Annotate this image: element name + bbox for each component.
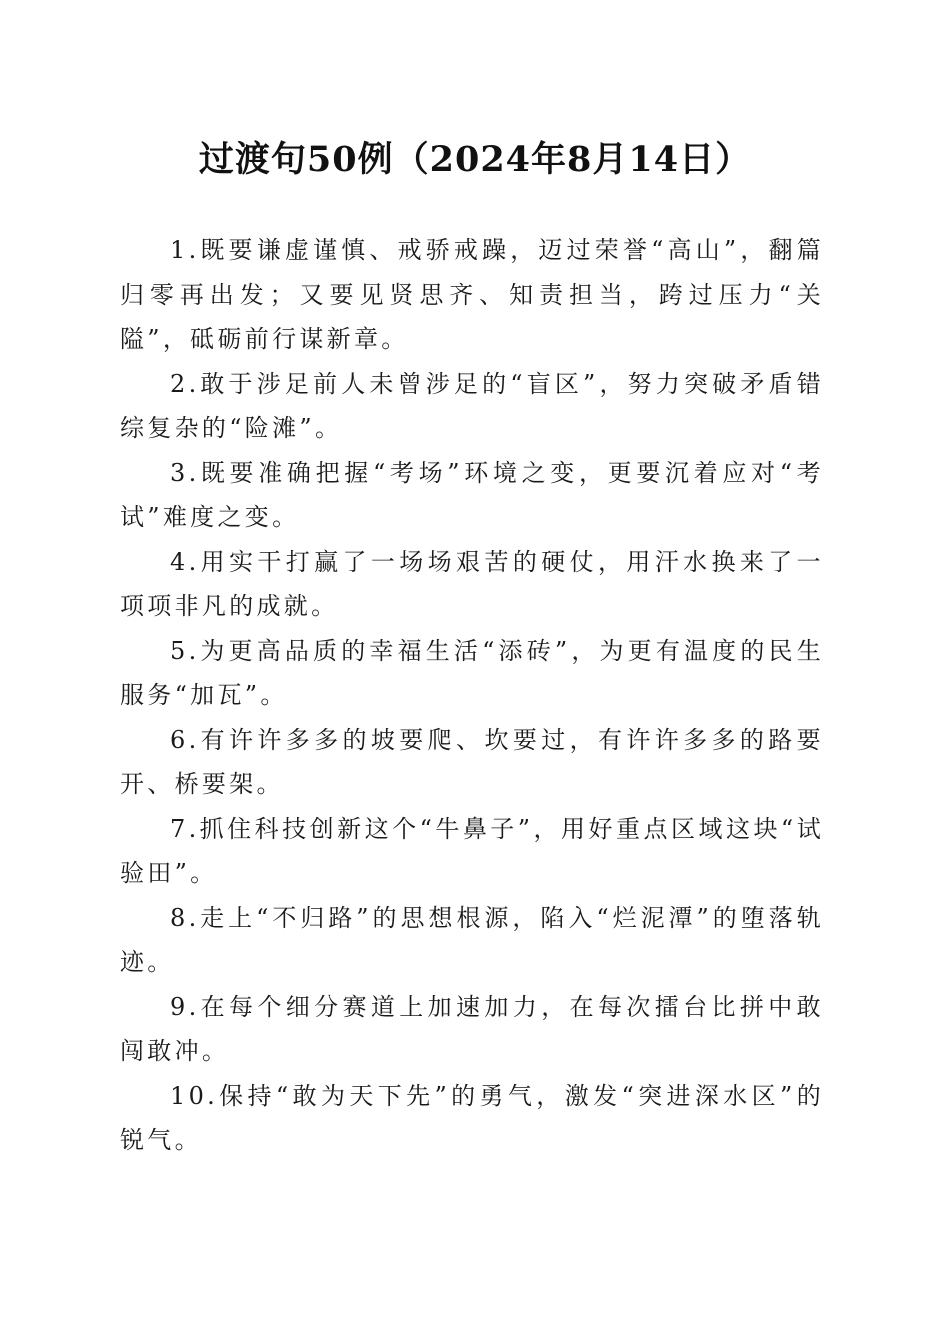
document-title: 过渡句50例（2024年8月14日） [198,139,752,180]
list-item: 1.既要谦虚谨慎、戒骄戒躁，迈过荣誉“高山”，翻篇归零再出发；又要见贤思齐、知责担当，跨过压力“关隘”，砥砺前行谋新章。 [120,236,824,353]
list-item: 4.用实干打赢了一场场艰苦的硬仗，用汗水换来了一项项非凡的成就。 [120,547,824,620]
list-item: 2.敢于涉足前人未曾涉足的“盲区”，努力突破矛盾错综复杂的“险滩”。 [120,369,824,442]
list-item: 10.保持“敢为天下先”的勇气，激发“突进深水区”的锐气。 [120,1081,824,1154]
list-item: 6.有许许多多的坡要爬、坎要过，有许许多多的路要开、桥要架。 [120,725,824,798]
document-body [120,228,824,1163]
list-item: 3.既要准确把握“考场”环境之变，更要沉着应对“考试”难度之变。 [120,458,824,531]
list-item: 5.为更高品质的幸福生活“添砖”，为更有温度的民生服务“加瓦”。 [120,636,824,709]
list-item: 8.走上“不归路”的思想根源，陷入“烂泥潭”的堕落轨迹。 [120,903,824,976]
list-item: 9.在每个细分赛道上加速加力，在每次擂台比拼中敢闯敢冲。 [120,992,824,1065]
list-item: 7.抓住科技创新这个“牛鼻子”，用好重点区域这块“试验田”。 [120,814,824,887]
